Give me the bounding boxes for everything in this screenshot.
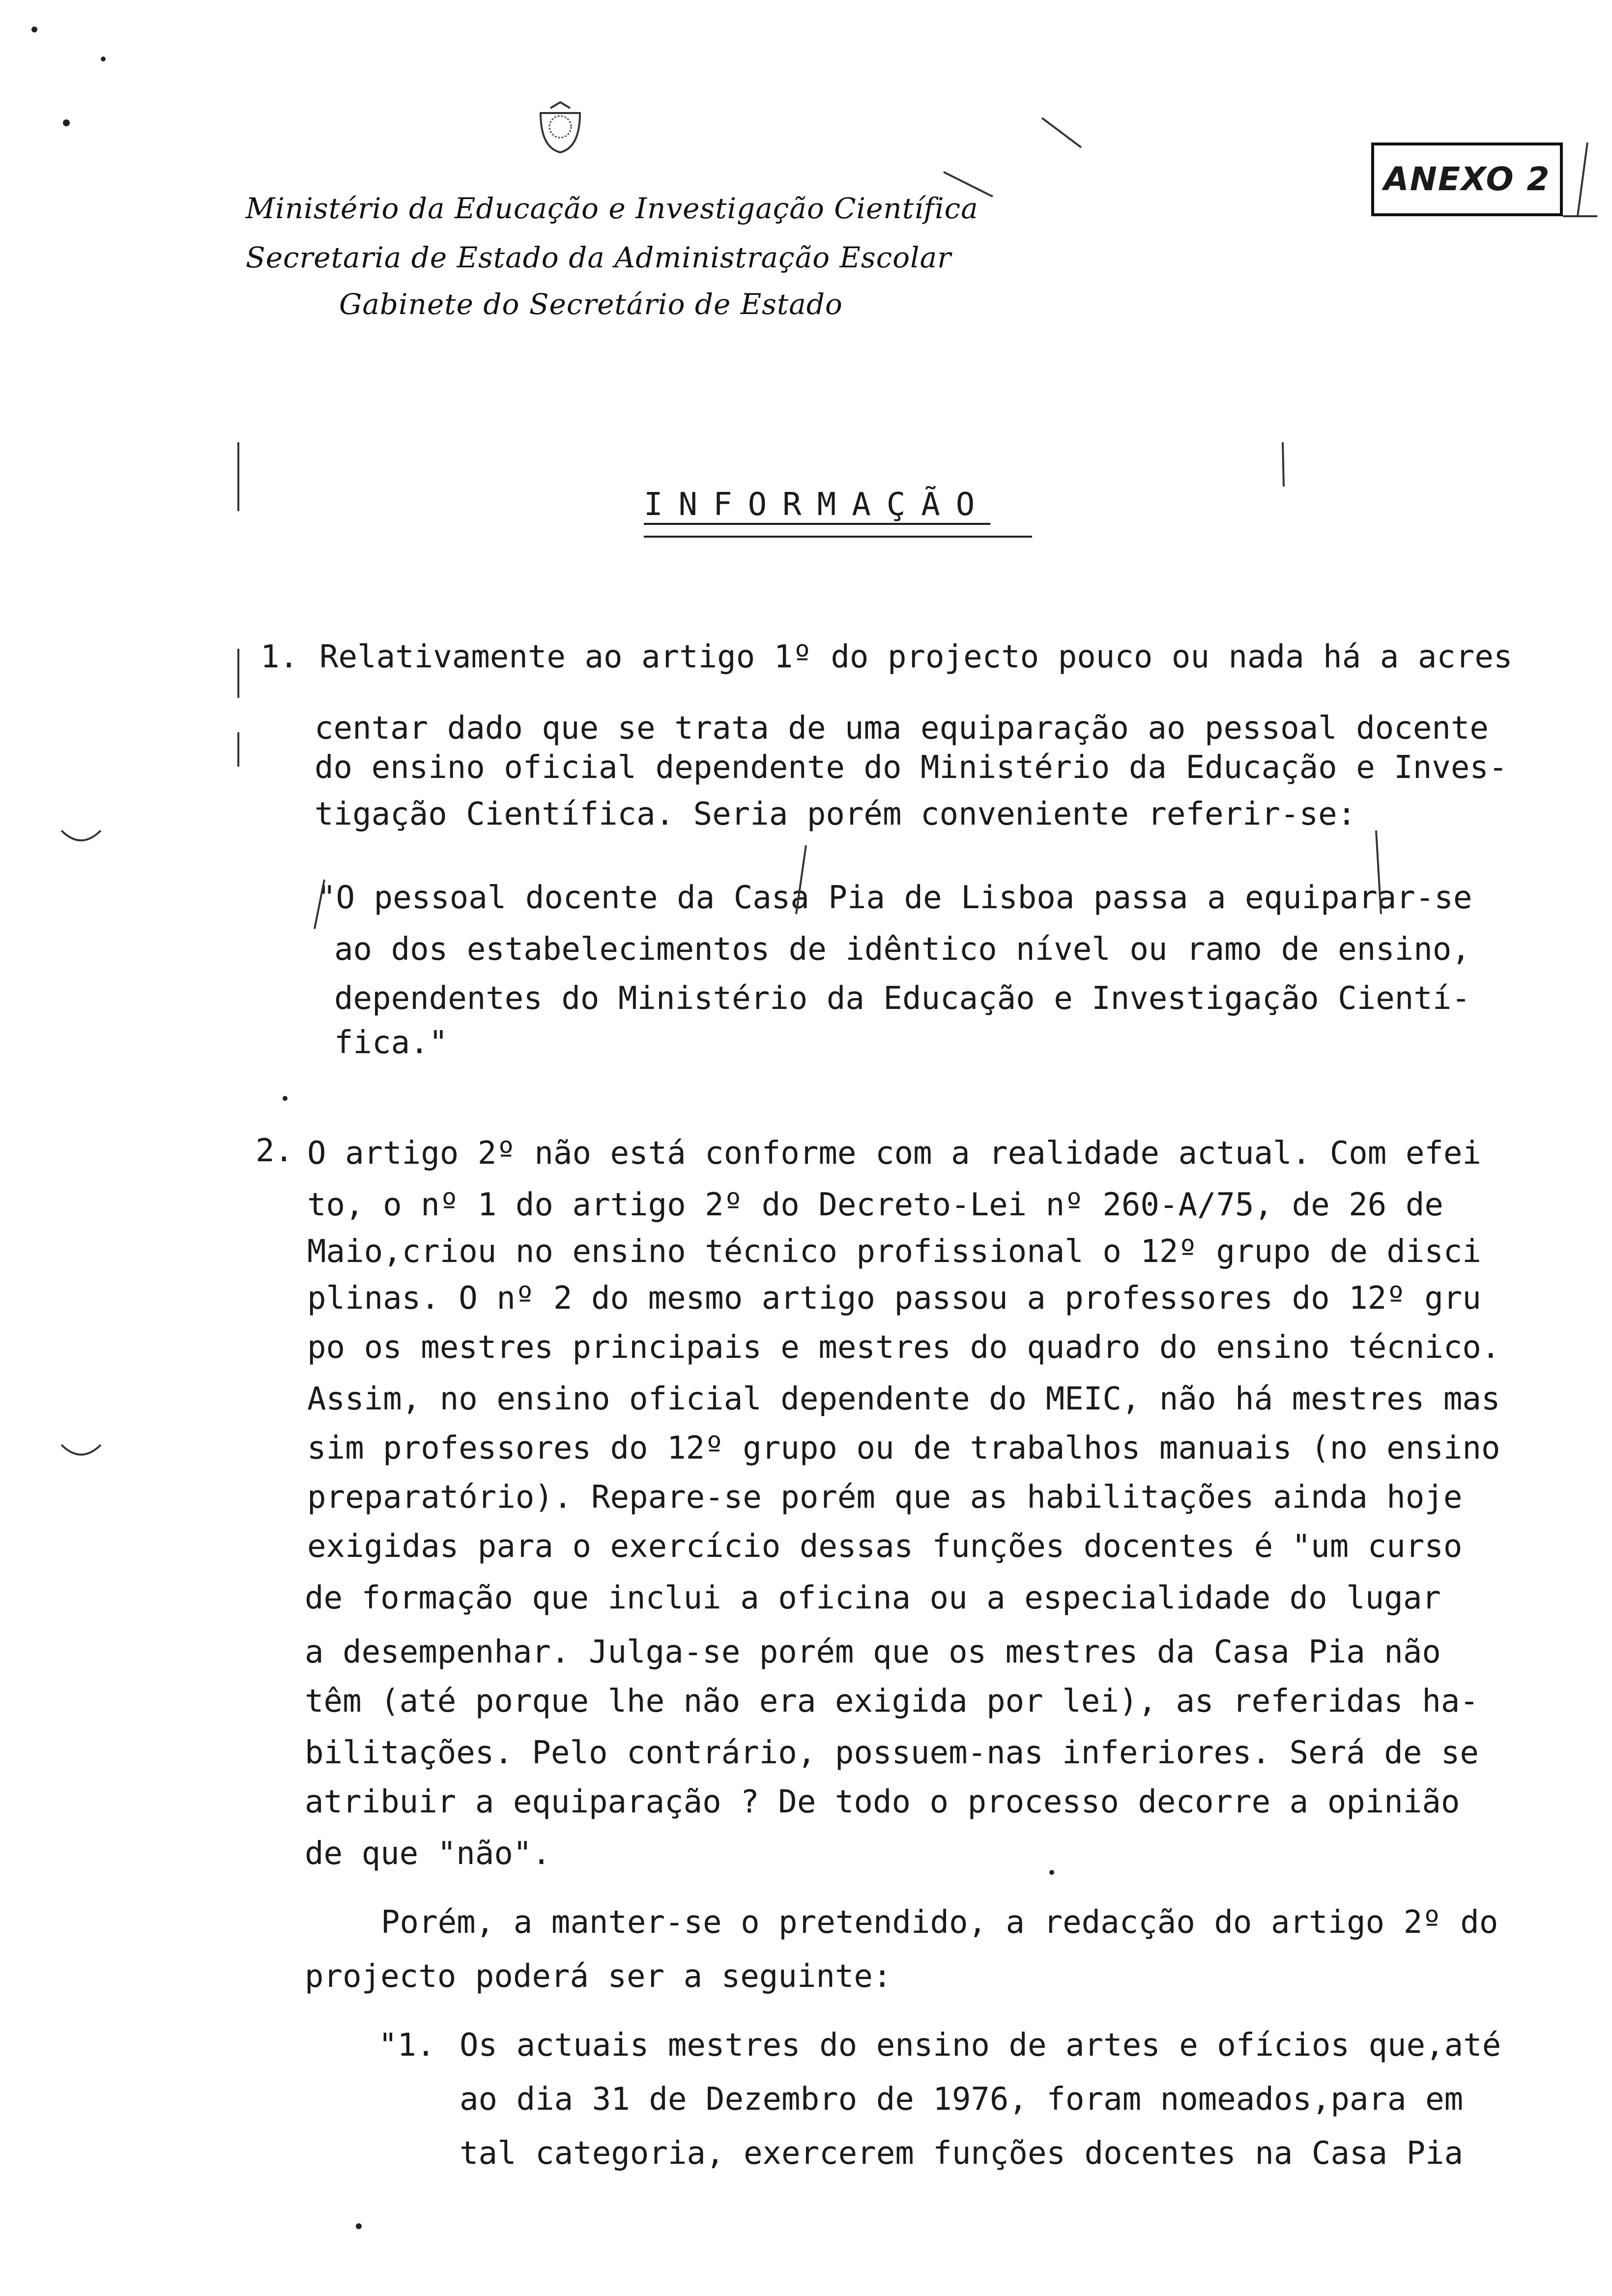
- item-1-quote-line: "O pessoal docente da Casa Pia de Lisboa passa a equiparar-se: [317, 880, 1472, 916]
- item-2-quote-line: Os actuais mestres do ensino de artes e ofícios que,até: [460, 2027, 1501, 2064]
- item-2-quote-number: "1.: [378, 2027, 435, 2064]
- item-2-line: po os mestres principais e mestres do quadro do ensino técnico.: [307, 1329, 1500, 1366]
- item-2-line: to, o nº 1 do artigo 2º do Decreto-Lei nº 260-A/75, de 26 de: [307, 1187, 1443, 1223]
- item-2-para2-line: projecto poderá ser a seguinte:: [305, 1958, 892, 1995]
- item-2-para2-line: Porém, a manter-se o pretendido, a redacção do artigo 2º do: [381, 1904, 1498, 1941]
- item-2-line: Assim, no ensino oficial dependente do MEIC, não há mestres mas: [307, 1381, 1500, 1417]
- item-1-line: tigação Científica. Seria porém conveniente referir-se:: [315, 796, 1356, 832]
- item-2-line: têm (até porque lhe não era exigida por lei), as referidas ha-: [305, 1683, 1479, 1720]
- item-2-line: a desempenhar. Julga-se porém que os mestres da Casa Pia não: [305, 1634, 1441, 1670]
- item-2-line: atribuir a equiparação ? De todo o processo decorre a opinião: [305, 1784, 1460, 1820]
- item-2-line: preparatório). Repare-se porém que as habilitações ainda hoje: [307, 1479, 1463, 1516]
- item-2-line: sim professores do 12º grupo ou de trabalhos manuais (no ensino: [307, 1430, 1500, 1466]
- letterhead-secretariat: Secretaria de Estado da Administração Escolar: [246, 241, 951, 274]
- item-1-quote-line: ao dos estabelecimentos de idêntico nível ou ramo de ensino,: [334, 931, 1470, 968]
- item-1-line: centar dado que se trata de uma equiparação ao pessoal docente: [315, 710, 1489, 746]
- item-2-quote-line: ao dia 31 de Dezembro de 1976, foram nomeados,para em: [460, 2081, 1464, 2118]
- letterhead-cabinet: Gabinete do Secretário de Estado: [339, 287, 843, 321]
- item-1-quote-line: fica.": [334, 1025, 448, 1061]
- item-2-line: O artigo 2º não está conforme com a realidade actual. Com efei: [307, 1135, 1481, 1172]
- item-1-number: 1.: [260, 639, 299, 675]
- item-1-quote-line: dependentes do Ministério da Educação e Investigação Cientí-: [334, 980, 1470, 1017]
- item-2-line: exigidas para o exercício dessas funções docentes é "um curso: [307, 1528, 1463, 1565]
- item-2-line: de formação que inclui a oficina ou a especialidade do lugar: [305, 1580, 1441, 1616]
- item-2-quote-line: tal categoria, exercerem funções docentes na Casa Pia: [460, 2135, 1464, 2172]
- item-2-line: Maio,criou no ensino técnico profissional o 12º grupo de disci: [307, 1234, 1481, 1270]
- item-2-line: bilitações. Pelo contrário, possuem-nas inferiores. Será de se: [305, 1735, 1479, 1771]
- item-2-number: 2.: [256, 1133, 294, 1169]
- item-2-line: plinas. O nº 2 do mesmo artigo passou a professores do 12º gru: [307, 1280, 1481, 1317]
- item-1-line: Relativamente ao artigo 1º do projecto pouco ou nada há a acres: [319, 639, 1513, 675]
- item-1-line: do ensino oficial dependente do Ministério da Educação e Inves-: [315, 749, 1508, 786]
- item-2-line: de que "não".: [305, 1836, 551, 1872]
- letterhead-ministry: Ministério da Educação e Investigação Científica: [246, 192, 979, 225]
- document-title: INFORMAÇÃO: [644, 487, 991, 523]
- annex-stamp: ANEXO 2: [1371, 143, 1563, 216]
